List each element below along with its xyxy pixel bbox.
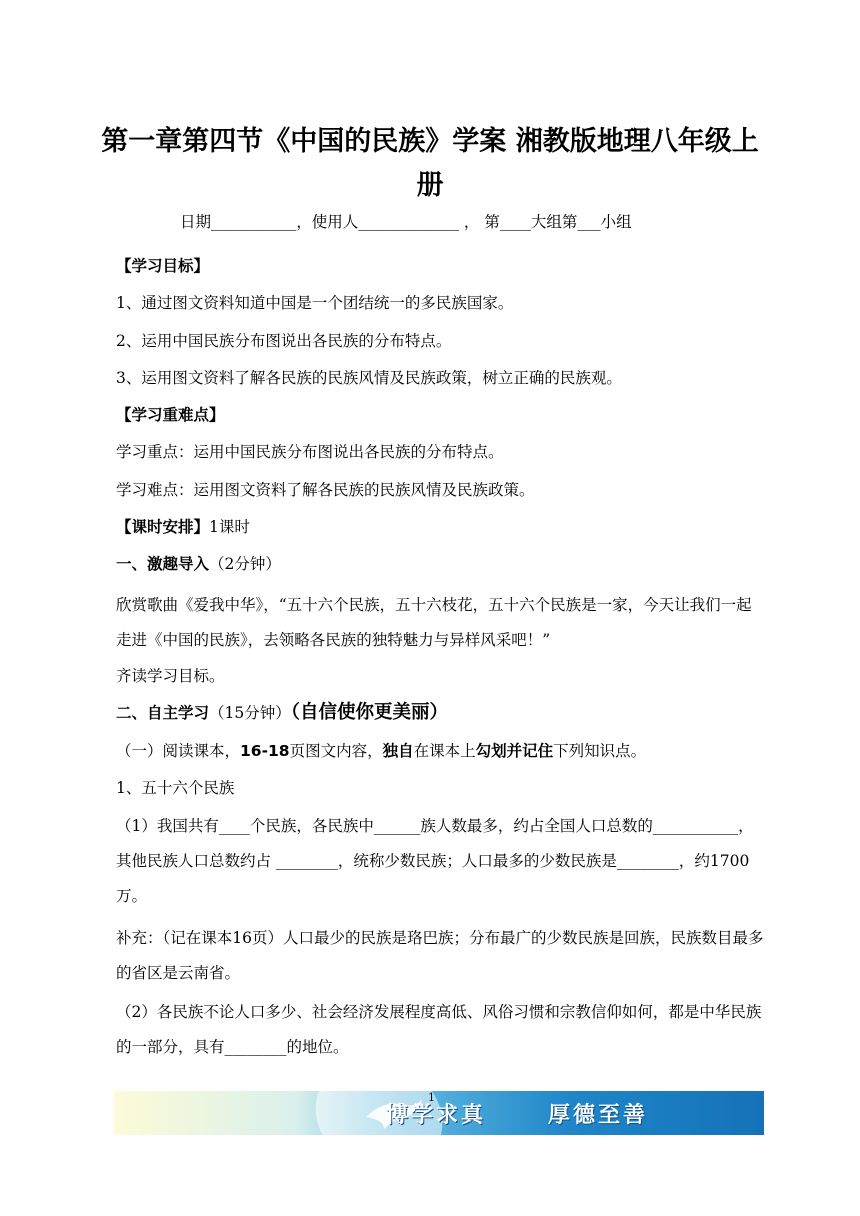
section1-heading: 一、激趣导入 — [116, 555, 210, 573]
instruction-part-a: （一）阅读课本， — [116, 742, 241, 760]
question-1: （1）我国共有____个民族，各民族中______族人数最多，约占全国人口总数的___________，其他民族人口总数约占 ________，统称少数民族；人口最多的少数民族是________，约1700万。 — [116, 817, 754, 905]
objective-item-1: 1、通过图文资料知道中国是一个团结统一的多民族国家。 — [116, 294, 514, 312]
schedule-value: 1课时 — [209, 518, 250, 536]
section2-time: （15分钟） — [209, 704, 291, 722]
subsection-title: 1、五十六个民族 — [116, 779, 235, 797]
objective-item-2: 2、运用中国民族分布图说出各民族的分布特点。 — [116, 332, 452, 350]
instruction-alone: 独自 — [382, 742, 414, 760]
section1-read: 齐读学习目标。 — [116, 667, 225, 685]
schedule-line — [116, 517, 766, 537]
motto-1: 博学求真 — [386, 1103, 487, 1128]
key-points-heading: 【学习重难点】 — [116, 406, 225, 424]
key-point-difficulty: 学习难点：运用图文资料了解各民族的民族风情及民族政策。 — [116, 481, 535, 499]
document-title-line2: 册 — [416, 170, 444, 201]
section1-time: （2分钟） — [209, 555, 281, 573]
schedule-label: 【课时安排】 — [116, 518, 210, 536]
section2-instruction — [116, 741, 766, 761]
footer-banner — [114, 1091, 764, 1135]
section1-text: 欣赏歌曲《爱我中华》，“五十六个民族，五十六枝花，五十六个民族是一家，今天让我们一起走进《中国的民族》，去领略各民族的独特魅力与异样风采吧！” — [116, 596, 752, 649]
instruction-pages: 16-18 — [240, 742, 290, 760]
section1-heading-line — [116, 554, 766, 574]
document-title-line1: 第一章第四节《中国的民族》学案 湘教版地理八年级上 — [101, 126, 759, 157]
supplement-note: 补充：（记在课本16页）人口最少的民族是珞巴族；分布最广的少数民族是回族，民族数目最多的省区是云南省。 — [116, 929, 764, 982]
instruction-part-d: 下列知识点。 — [553, 742, 647, 760]
page-number: 1 — [428, 1091, 435, 1104]
question-2: （2）各民族不论人口多少、社会经济发展程度高低、风俗习惯和宗教信仰如何，都是中华民族的一部分，具有________的地位。 — [116, 1003, 762, 1056]
section2-slogan: （自信使你更美丽） — [290, 702, 449, 723]
key-point-focus: 学习重点：运用中国民族分布图说出各民族的分布特点。 — [116, 443, 504, 461]
instruction-mark: 勾划并记住 — [475, 742, 554, 760]
section2-heading-line — [116, 703, 766, 723]
instruction-part-c: 在课本上 — [413, 742, 476, 760]
motto-2: 厚德至善 — [548, 1103, 649, 1128]
instruction-part-b: 页图文内容， — [289, 742, 383, 760]
section2-heading: 二、自主学习 — [116, 704, 210, 722]
objectives-heading: 【学习目标】 — [116, 257, 210, 275]
info-line: 日期___________，使用人_____________ ， 第____大组第___小组 — [180, 213, 632, 231]
objective-item-3: 3、运用图文资料了解各民族的民族风情及民族政策，树立正确的民族观。 — [116, 369, 622, 387]
